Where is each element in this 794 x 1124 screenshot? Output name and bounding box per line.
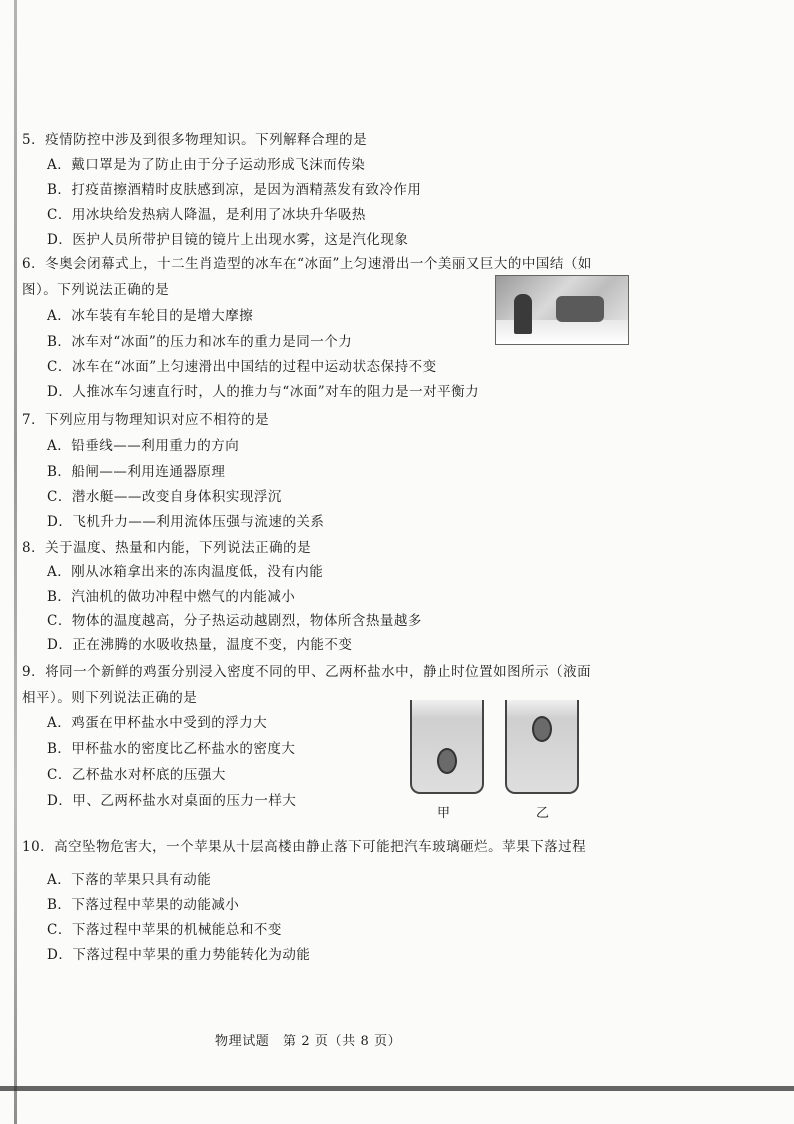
- question-7-stem: 7．下列应用与物理知识对应不相符的是: [22, 412, 270, 428]
- page-footer: 物理试题 第 2 页（共 8 页）: [215, 1034, 402, 1049]
- question-6-stem: 6．冬奥会闭幕式上，十二生肖造型的冰车在“冰面”上匀速滑出一个美丽又巨大的中国结（如: [22, 256, 592, 272]
- question-7-option-d: D．飞机升力——利用流体压强与流速的关系: [47, 514, 325, 530]
- question-8-option-b: B．汽油机的做功冲程中燃气的内能减小: [47, 589, 296, 605]
- question-6-option-c: C．冰车在“冰面”上匀速滑出中国结的过程中运动状态保持不变: [47, 359, 437, 375]
- question-6-option-a: A．冰车装有车轮目的是增大摩擦: [47, 308, 254, 324]
- beaker-jia: [410, 700, 484, 794]
- scan-edge-bottom: [0, 1086, 794, 1091]
- question-5-stem: 5．疫情防控中涉及到很多物理知识。下列解释合理的是: [22, 132, 368, 148]
- question-9-option-a: A．鸡蛋在甲杯盐水中受到的浮力大: [47, 715, 268, 731]
- question-10-stem: 10．高空坠物危害大，一个苹果从十层高楼由静止落下可能把汽车玻璃砸烂。苹果下落过程: [22, 839, 587, 855]
- question-5-option-a: A．戴口罩是为了防止由于分子运动形成飞沫而传染: [47, 157, 366, 173]
- question-9-figure-beakers: [405, 690, 585, 800]
- beaker-yi: [505, 700, 579, 794]
- question-6-option-d: D．人推冰车匀速直行时，人的推力与“冰面”对车的阻力是一对平衡力: [47, 384, 480, 400]
- question-8-option-a: A．刚从冰箱拿出来的冻肉温度低，没有内能: [47, 564, 324, 580]
- question-9-stem: 9．将同一个新鲜的鸡蛋分别浸入密度不同的甲、乙两杯盐水中，静止时位置如图所示（液面: [22, 664, 592, 680]
- question-9-option-d: D．甲、乙两杯盐水对桌面的压力一样大: [47, 793, 297, 809]
- question-6-figure-ice-cart-photo: [495, 275, 629, 345]
- question-9-option-b: B．甲杯盐水的密度比乙杯盐水的密度大: [47, 741, 296, 757]
- question-7-option-c: C．潜水艇——改变自身体积实现浮沉: [47, 489, 282, 505]
- person-figure: [514, 294, 532, 334]
- question-8-stem: 8．关于温度、热量和内能，下列说法正确的是: [22, 540, 312, 556]
- egg-sunk: [437, 748, 457, 774]
- question-5-option-c: C．用冰块给发热病人降温，是利用了冰块升华吸热: [47, 207, 366, 223]
- question-9-option-c: C．乙杯盐水对杯底的压强大: [47, 767, 226, 783]
- question-9-stem-cont: 相平）。则下列说法正确的是: [22, 690, 198, 706]
- ice-cart-figure: [556, 296, 604, 322]
- egg-floating: [532, 716, 552, 742]
- question-10-option-d: D．下落过程中苹果的重力势能转化为动能: [47, 947, 311, 963]
- question-10-option-c: C．下落过程中苹果的机械能总和不变: [47, 922, 282, 938]
- scan-edge-left: [14, 0, 17, 1124]
- question-8-option-d: D．正在沸腾的水吸收热量，温度不变，内能不变: [47, 637, 353, 653]
- beaker-label-jia: 甲: [437, 806, 451, 821]
- question-10-option-a: A．下落的苹果只具有动能: [47, 872, 212, 888]
- question-5-option-d: D．医护人员所带护目镜的镜片上出现水雾，这是汽化现象: [47, 232, 409, 248]
- question-8-option-c: C．物体的温度越高，分子热运动越剧烈，物体所含热量越多: [47, 613, 422, 629]
- beaker-label-yi: 乙: [536, 806, 550, 821]
- question-7-option-a: A．铅垂线——利用重力的方向: [47, 438, 240, 454]
- question-6-option-b: B．冰车对“冰面”的压力和冰车的重力是同一个力: [47, 334, 353, 350]
- question-10-option-b: B．下落过程中苹果的动能减小: [47, 897, 240, 913]
- question-5-option-b: B．打疫苗擦酒精时皮肤感到凉，是因为酒精蒸发有致冷作用: [47, 182, 422, 198]
- question-6-stem-cont: 图）。下列说法正确的是: [22, 282, 170, 298]
- question-7-option-b: B．船闸——利用连通器原理: [47, 464, 226, 480]
